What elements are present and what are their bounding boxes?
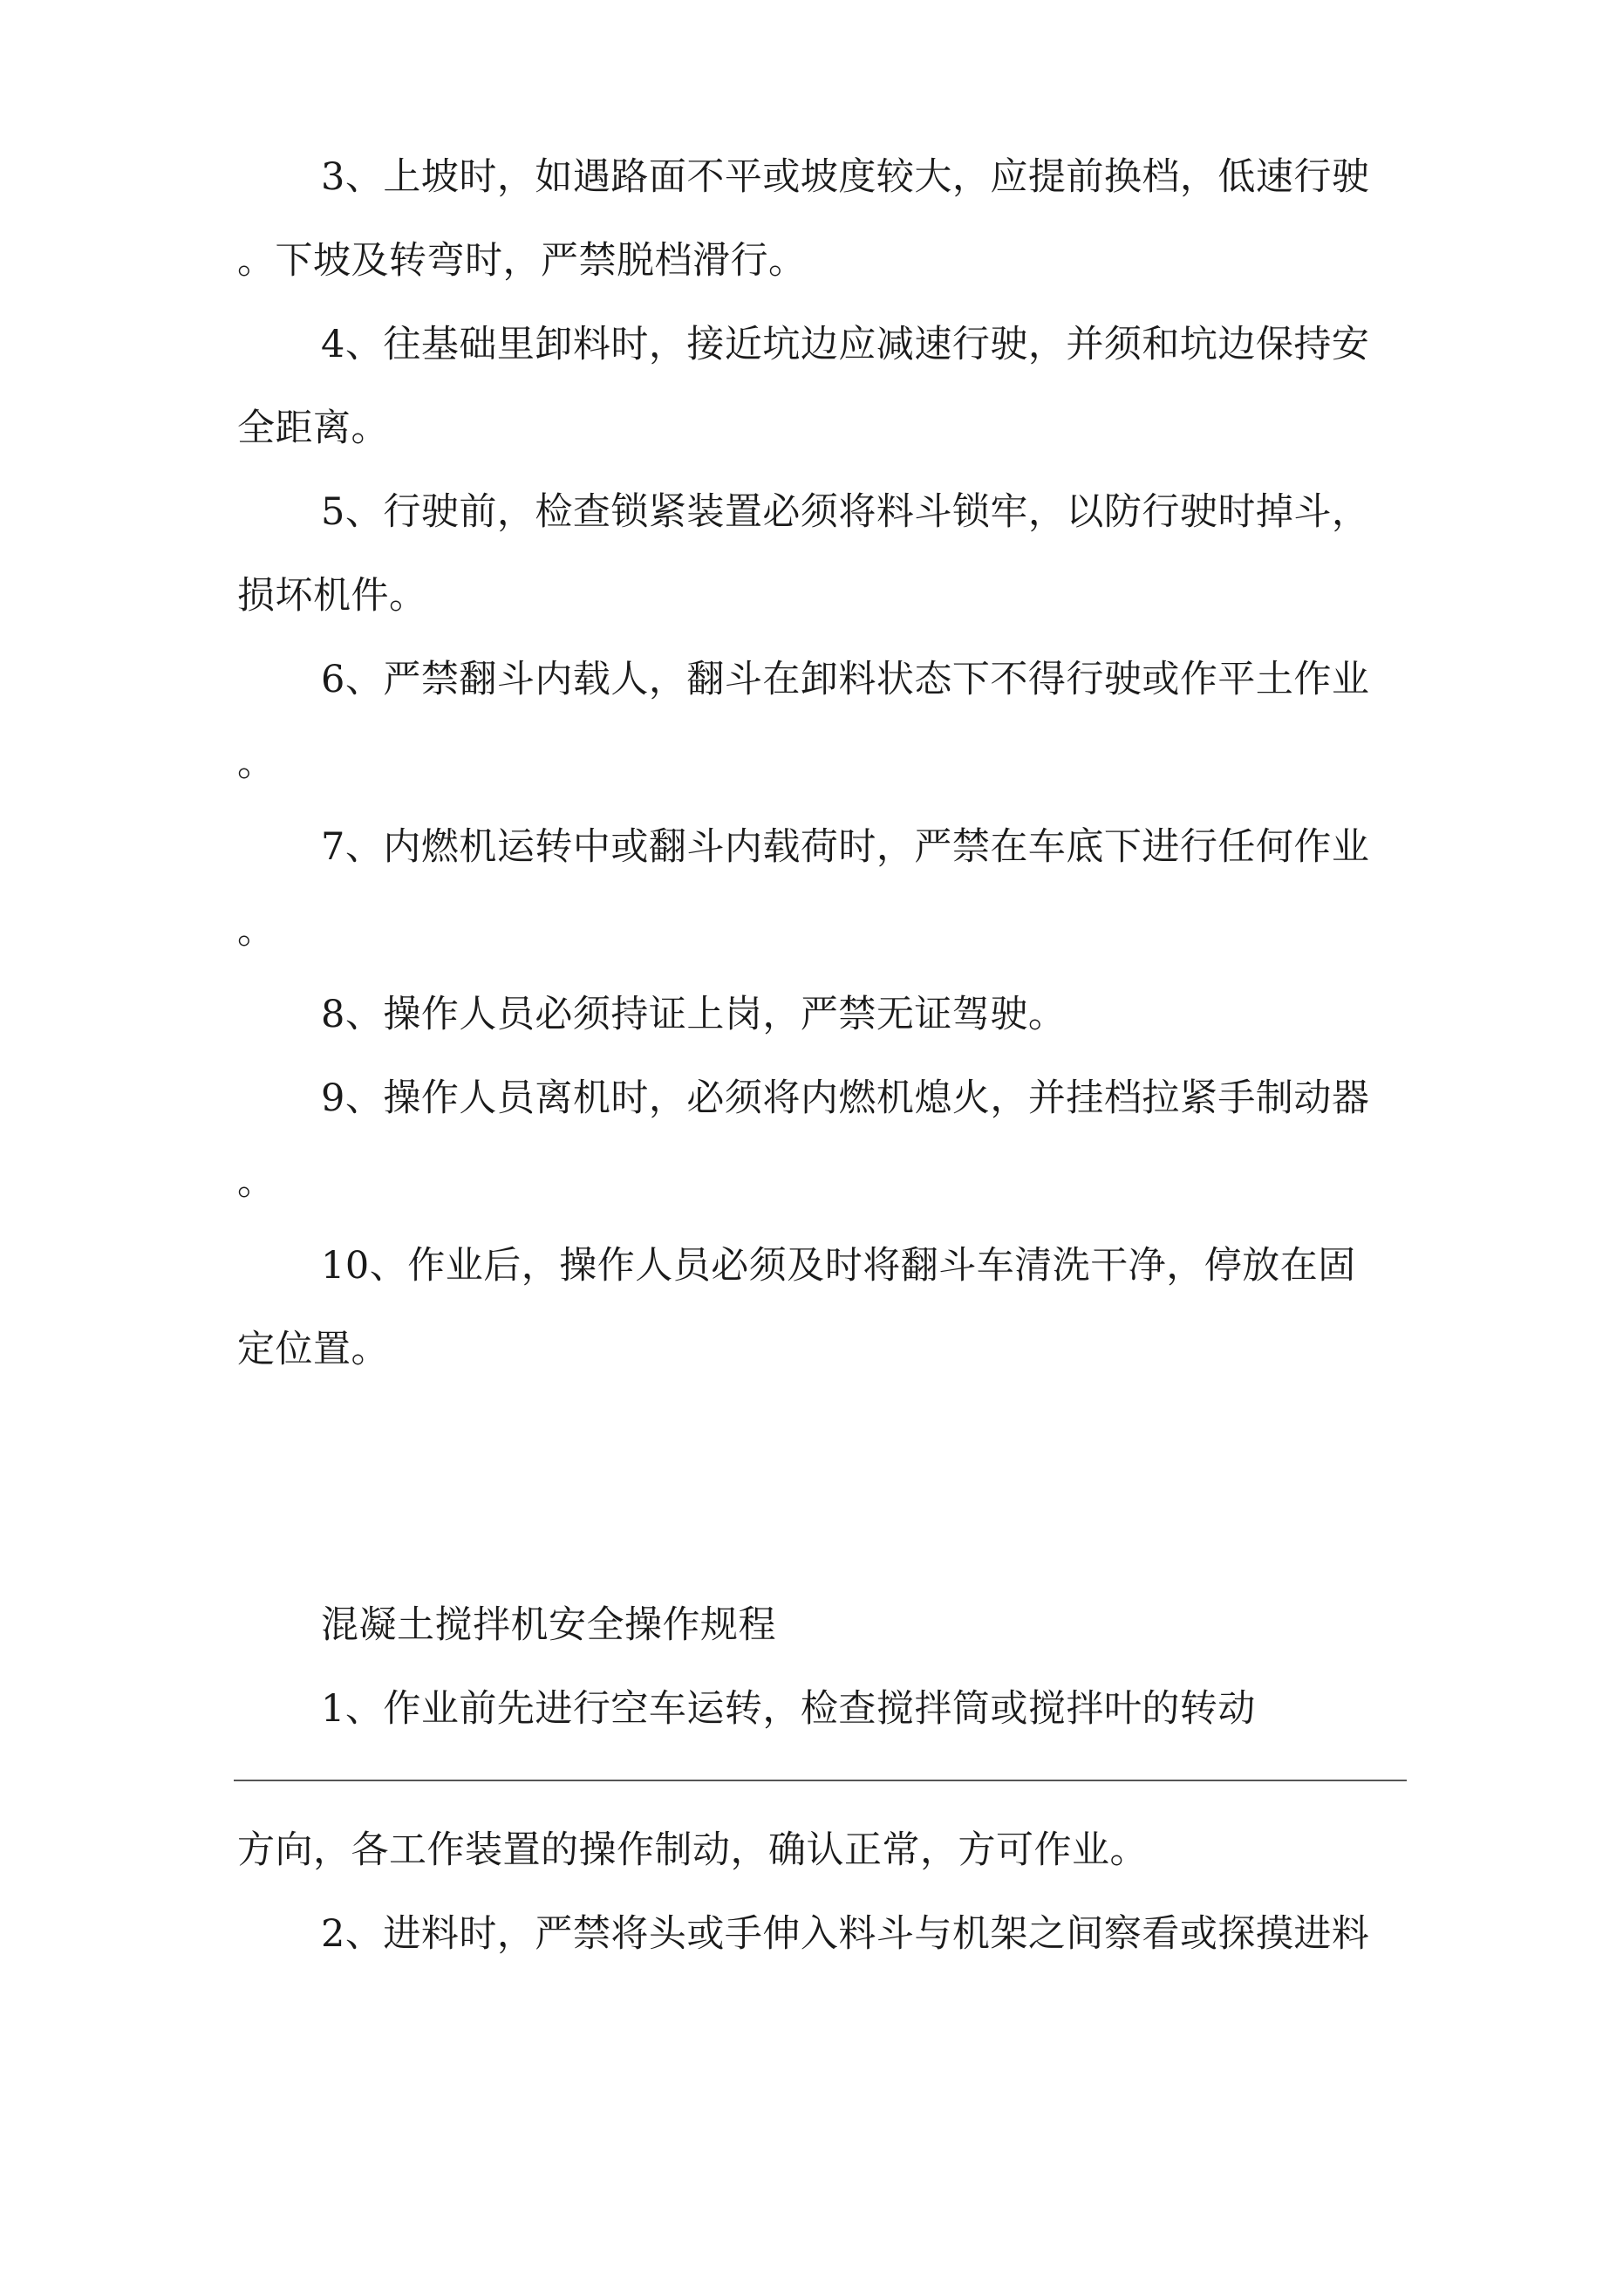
paragraph-9-line-1: 9、操作人员离机时，必须将内燃机熄火，并挂档拉紧手制动器 (321, 1076, 1370, 1120)
paragraph-3-line-1: 3、上坡时，如遇路面不平或坡度较大，应提前换档，低速行驶 (321, 155, 1370, 199)
paragraph-10-line-1: 10、作业后，操作人员必须及时将翻斗车清洗干净，停放在固 (321, 1244, 1356, 1288)
paragraph-6-line-1: 6、严禁翻斗内载人，翻斗在卸料状态下不得行驶或作平土作业 (321, 658, 1370, 701)
section-paragraph-2-line-1: 2、进料时，严禁将头或手伸入料斗与机架之间察看或探摸进料 (321, 1912, 1370, 1956)
section-title: 混凝土搅拌机安全操作规程 (321, 1603, 776, 1647)
paragraph-3-line-2: 。下坡及转弯时，严禁脱档滑行。 (237, 239, 807, 283)
paragraph-4-line-1: 4、往基础里卸料时，接近坑边应减速行驶，并须和坑边保持安 (321, 323, 1370, 366)
paragraph-10-line-2: 定位置。 (237, 1328, 389, 1371)
paragraph-9-line-2: 。 (237, 1160, 276, 1204)
paragraph-5-line-2: 损坏机件。 (237, 574, 427, 618)
paragraph-7-line-1: 7、内燃机运转中或翻斗内载荷时，严禁在车底下进行任何作业 (321, 825, 1370, 869)
page-break-divider (234, 1780, 1407, 1781)
paragraph-6-line-2: 。 (237, 741, 276, 785)
section-paragraph-1-line-2: 方向，各工作装置的操作制动，确认正常，方可作业。 (237, 1828, 1148, 1872)
section-paragraph-1-line-1: 1、作业前先进行空车运转，检查搅拌筒或搅拌叶的转动 (321, 1687, 1256, 1731)
paragraph-4-line-2: 全距离。 (237, 407, 389, 450)
paragraph-8-line-1: 8、操作人员必须持证上岗，严禁无证驾驶。 (321, 993, 1067, 1036)
paragraph-7-line-2: 。 (237, 909, 276, 953)
paragraph-5-line-1: 5、行驶前，检查锁紧装置必须将料斗锁牢，以防行驶时掉斗， (321, 490, 1370, 534)
